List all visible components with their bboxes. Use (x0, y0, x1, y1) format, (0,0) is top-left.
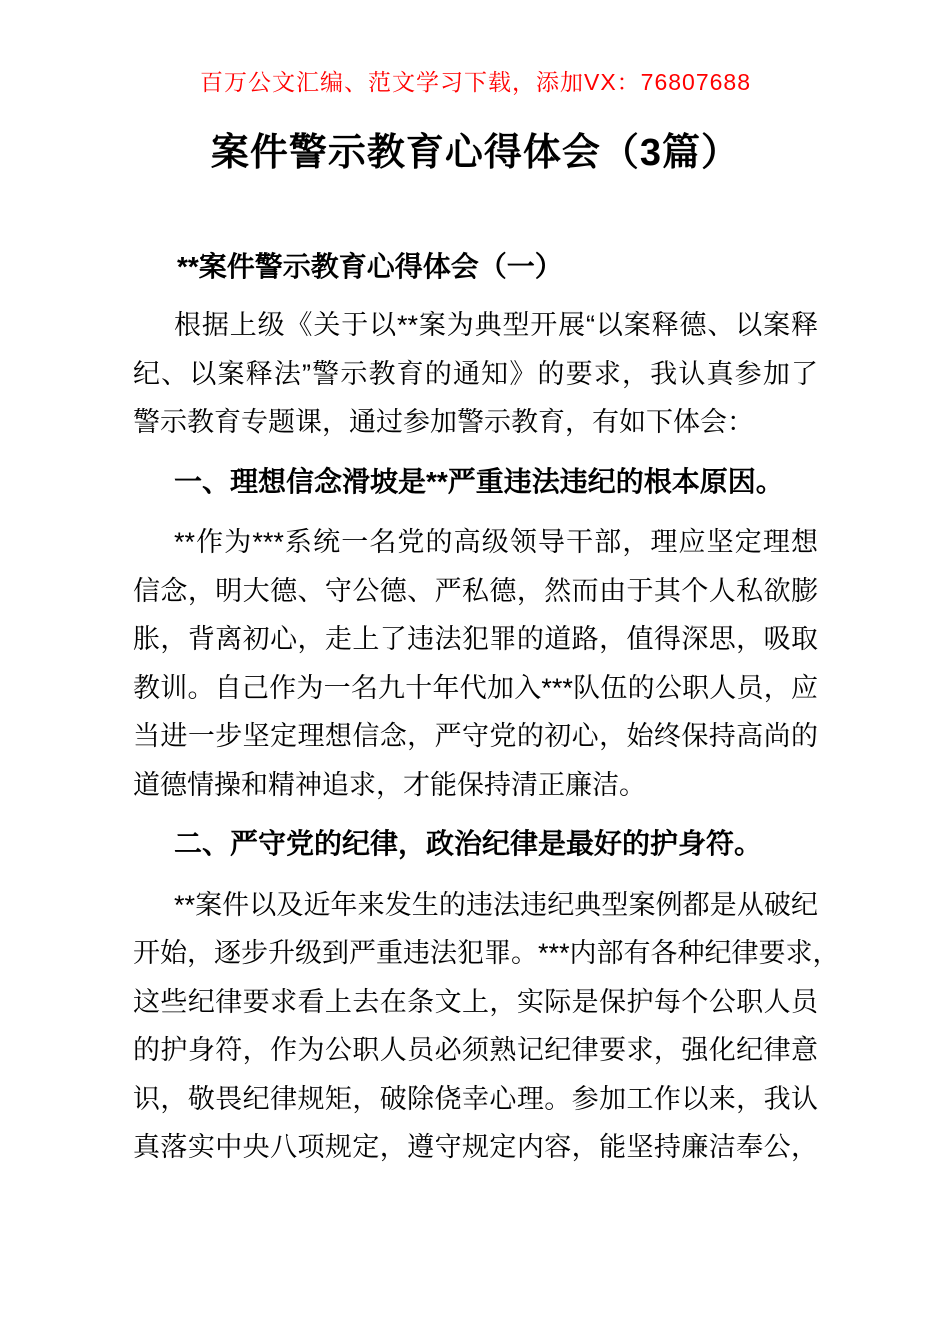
paragraph-line: 的护身符，作为公职人员必须熟记纪律要求，强化纪律意 (133, 1035, 818, 1065)
body-paragraph (133, 518, 818, 809)
paragraph-line: 胀，背离初心，走上了违法犯罪的道路，值得深思，吸取 (133, 624, 818, 654)
paragraph-line: **作为***系统一名党的高级领导干部，理应坚定理想 (174, 527, 818, 557)
paragraph-line: **案件以及近年来发生的违法违纪典型案例都是从破纪 (174, 889, 818, 920)
paragraph-line: 纪、以案释法”警示教育的通知》的要求，我认真参加了 (133, 358, 818, 389)
article-subtitle: **案件警示教育心得体会（一） (177, 251, 563, 282)
paragraph-line: 警示教育专题课，通过参加警示教育，有如下体会： (133, 407, 754, 437)
paragraph-line: 这些纪律要求看上去在条文上，实际是保护每个公职人员 (133, 986, 818, 1017)
paragraph-line: 根据上级《关于以**案为典型开展“以案释德、以案释 (174, 310, 818, 340)
body-paragraph (133, 301, 818, 447)
paragraph-line: 信念，明大德、守公德、严私德，然而由于其个人私欲膨 (133, 575, 818, 606)
paragraph-line: 识，敬畏纪律规矩，破除侥幸心理。参加工作以来，我认 (133, 1083, 818, 1114)
section-heading: 一、理想信念滑坡是**严重违法违纪的根本原因。 (174, 465, 784, 497)
body-paragraph (133, 881, 840, 1172)
paragraph-line: 开始，逐步升级到严重违法犯罪。***内部有各种纪律要求， (133, 938, 840, 968)
promo-banner: 百万公文汇编、范文学习下载，添加VX：76807688 (199, 69, 751, 95)
document-title: 案件警示教育心得体会（3篇） (210, 132, 741, 174)
paragraph-line: 当进一步坚定理想信念，严守党的初心，始终保持高尚的 (133, 721, 818, 751)
paragraph-line: 道德情操和精神追求，才能保持清正廉洁。 (133, 769, 646, 800)
article-body (133, 301, 840, 1172)
section-heading: 二、严守党的纪律，政治纪律是最好的护身符。 (174, 828, 763, 859)
paragraph-line: 教训。自己作为一名九十年代加入***队伍的公职人员，应 (133, 672, 818, 703)
paragraph-line: 真落实中央八项规定，遵守规定内容，能坚持廉洁奉公， (133, 1132, 818, 1162)
